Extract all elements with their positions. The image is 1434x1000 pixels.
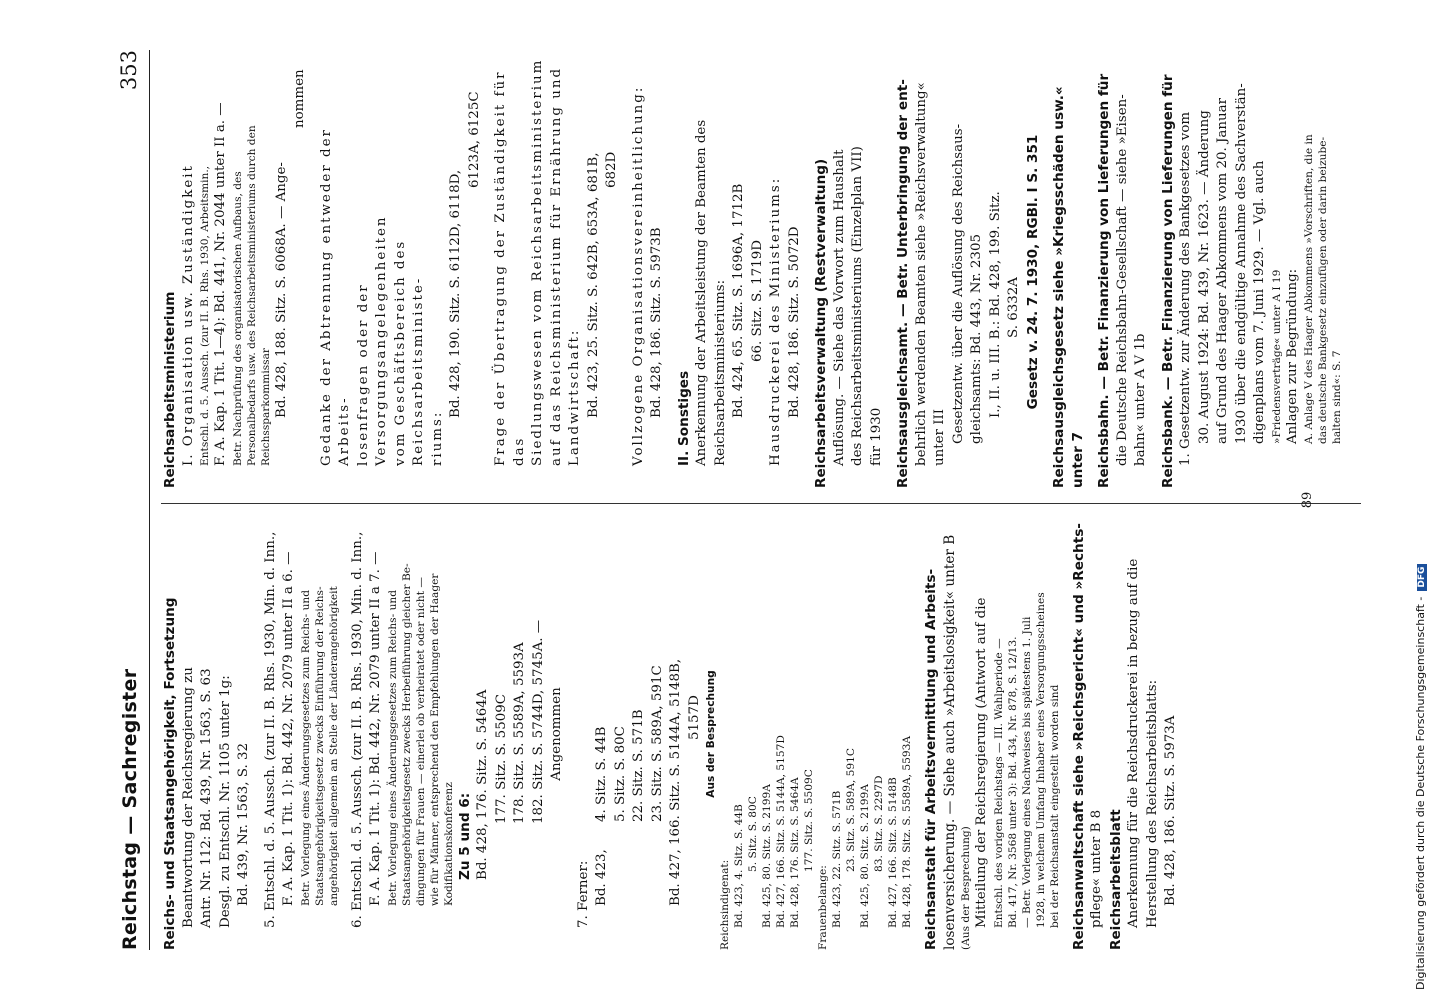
- running-title: Reichstag — Sachregister: [119, 668, 141, 950]
- reference-line: 682D: [604, 151, 619, 188]
- reference-line: 66. Sitz. S. 1719D: [749, 240, 765, 362]
- note-line: — Betr. Vorlegung eines Nachweises bis spätestens 1. Juli: [1020, 616, 1033, 928]
- note-line: Bd. 427, 166. Sitz. S. 5148B: [887, 777, 899, 928]
- note-line: bei der Reichsanstalt eingestellt worden sind: [1048, 684, 1061, 928]
- law-reference: Gesetz v. 24. 7. 1930, RGBl. I S. 351: [1024, 134, 1041, 410]
- note-line: Bd. 428, 176. Sitz. S. 5464A: [789, 777, 801, 928]
- note-line: Bd. 428, 178. Sitz. S. 5589A, 5593A: [901, 735, 913, 928]
- note-line: 23. Sitz. S. 589A, 591C: [845, 748, 857, 872]
- reference-line: Bd. 428, 176. Sitz. S. 5464A: [475, 689, 490, 880]
- note-line: Entschl. des vorigen Reichstags — III. Wahlperiode —: [992, 638, 1005, 928]
- reference-line: Bd. 423, 25. Sitz. S. 642B, 653A, 681B,: [585, 152, 601, 418]
- note-line: Kodifikationskonferenz: [442, 782, 455, 906]
- reference-value: 4. Sitz. S. 44B: [594, 726, 609, 822]
- note-line: »Friedensverträge« unter A I 19: [1270, 269, 1283, 444]
- text-line: losenversicherung. — Siehe auch »Arbeitslosigkeit« unter B: [941, 534, 958, 950]
- reference-line: S. 6332A: [1006, 277, 1021, 338]
- entry-heading: Reichs- und Staatsangehörigkeit, Fortsetzung: [162, 597, 178, 950]
- reference-line: 5. Sitz. S. 80C: [612, 726, 628, 822]
- reference-line: Bd. 428, 188. Sitz. S. 6068A. — Ange-: [273, 162, 289, 418]
- text-line: Anlagen zur Begründung:: [1284, 268, 1300, 444]
- text-line: Bd. 439, Nr. 1563, S. 32: [236, 743, 251, 906]
- note-line: Staatsangehörigkeitsgesetz zwecks Einführung der Reichs-: [313, 586, 326, 906]
- note-line: Bd. 417, Nr. 3568 unter 3): Bd. 434, Nr. 878, S. 12/13.: [1006, 636, 1019, 928]
- reference-line: 5157D: [686, 695, 702, 740]
- text-line: losenfragen oder der Versorgungsangelegenheiten: [355, 215, 389, 466]
- dfg-logo: DFG: [1417, 564, 1427, 591]
- text-line: Beantwortung der Reichsregierung zu: [180, 667, 196, 928]
- text-line: Gedanke der Abtrennung entweder der Arbeits-: [318, 128, 352, 466]
- reference-line: 6123A, 6125C: [466, 91, 482, 188]
- text-line: pflege« unter B 8: [1089, 809, 1104, 928]
- entry-heading: Reichsanstalt für Arbeitsvermittlung und Arbeits-: [923, 568, 939, 950]
- note-line: Entschl. d. 5. Aussch. (zur II. B. Rhs. 1930, Arbeitsmin.,: [199, 165, 211, 466]
- column-divider: [161, 503, 1361, 504]
- text-line: unter III: [932, 408, 947, 466]
- note-line: Staatsangehörigkeitsgesetz zwecks Herbeiführung gleicher Be-: [400, 563, 413, 906]
- text-line: riums:: [429, 410, 445, 466]
- text-line: Frage der Übertragung der Zuständigkeit für das: [493, 70, 527, 466]
- text-line: behrlich werdenden Beamten siehe »Reichsverwaltung«: [913, 82, 929, 466]
- reference-line: nommen: [292, 69, 307, 128]
- text-line: Reichsarbeitsministeriums:: [712, 279, 728, 466]
- note-line: Reichsindigenat:: [719, 859, 731, 950]
- entry-heading: Reichsanwaltschaft siehe »Reichsgericht« und »Rechts-: [1070, 523, 1087, 950]
- text-line: des Reichsarbeitsministeriums (Einzelplan VII): [850, 146, 865, 466]
- text-line: 1930 über die endgültige Annahme des Sachverstän-: [1233, 83, 1249, 444]
- note-line: Betr. Nachprüfung des organisatorischen Aufbaus, des: [231, 171, 244, 466]
- note-line: Bd. 425, 80. Sitz. S. 2199A: [859, 784, 871, 928]
- reference-line: I., II. u. III. B.: Bd. 428, 199. Sitz.: [987, 191, 1003, 418]
- page-header: [115, 50, 150, 950]
- entry-heading: Reichsarbeitsministerium: [162, 291, 178, 488]
- digitization-credit: [1414, 10, 1427, 990]
- text-line: 1. Gesetzentw. zur Änderung des Bankgesetzes vom: [1178, 111, 1193, 466]
- reference-volume: Bd. 423,: [594, 849, 609, 906]
- reference-line: 23. Sitz. S. 589A, 591C: [649, 665, 665, 822]
- text-line: Vollzogene Organisationsvereinheitlichung:: [630, 85, 646, 466]
- rotated-content: [105, 50, 1395, 950]
- text-line: auf das Reichsministerium für Ernährung und: [548, 66, 564, 466]
- text-line: Landwirtschaft:: [567, 328, 582, 466]
- text-line: Anerkennung der Arbeitsleistung der Beamten des: [694, 119, 709, 466]
- reference-line: Bd. 428, 186. Sitz. S. 5072D: [786, 226, 802, 418]
- note-line: A. Anlage V des Haager Abkommens »Vorschriften, die in: [1303, 134, 1315, 444]
- note-line: (Aus der Besprechung): [960, 826, 972, 950]
- note-line: Betr. Vorlegung eines Änderungsgesetzes zum Reichs- und: [299, 590, 312, 906]
- text-line: vom Geschäftsbereich des Reichsarbeitsministe-: [392, 239, 426, 466]
- reference-line: 22. Sitz. S. 571B: [631, 709, 646, 822]
- sub-heading: Aus der Besprechung: [705, 670, 717, 798]
- entry-heading: Reichsarbeitsverwaltung (Restverwaltung): [813, 158, 829, 488]
- text-line: 5. Entschl. d. 5. Aussch. (zur II. B. Rhs. 1930, Min. d. Inn.,: [262, 531, 278, 928]
- note-line: 1928, in welchem Umfang Inhaber eines Versorgungsscheines: [1034, 592, 1047, 928]
- reference-line: Angenommen: [549, 687, 564, 781]
- reference-row: [593, 518, 612, 950]
- note-line: 177. Sitz. S. 5509C: [803, 769, 815, 872]
- text-line: 7. Ferner:: [575, 860, 591, 928]
- text-line: Gesetzentw. über die Auflösung des Reichsaus-: [950, 123, 966, 444]
- text-line: Herstellung des Reichsarbeitsblatts:: [1144, 679, 1160, 928]
- text-line: Auflösung. — Siehe das Vorwort zum Haushalt: [831, 149, 847, 466]
- note-line: 5. Sitz. S. 80C: [747, 796, 759, 872]
- text-line: F. A. Kap. 1 Tit. 1): Bd. 442, Nr. 2079 unter II a 6. —: [281, 551, 296, 906]
- note-line: angehörigkeit allgemein an Stelle der Länderangehörigkeit: [327, 586, 340, 906]
- text-line: Desgl. zu Entschl. Nr. 1105 unter 1g:: [217, 675, 233, 928]
- text-line: für 1930: [868, 407, 884, 466]
- text-line: Anerkennung für die Reichsdruckerei in bezug auf die: [1126, 558, 1141, 928]
- note-line: Betr. Vorlegung eines Änderungsgesetzes zum Reichs- und: [386, 590, 399, 906]
- sub-heading: Zu 5 und 6:: [456, 792, 473, 880]
- section-heading: I. Organisation usw. Zuständigkeit: [180, 164, 196, 466]
- reference-line: Bd. 428, 186. Sitz. S. 5973B: [649, 227, 664, 418]
- reference-line: Bd. 427, 166. Sitz. S. 5144A, 5148B,: [668, 658, 683, 906]
- left-column: [161, 518, 1381, 950]
- note-line: Bd. 423, 4. Sitz. S. 44B: [733, 804, 745, 928]
- note-line: Bd. 425, 80. Sitz. S. 2199A: [761, 784, 773, 928]
- text-line: 30. August 1924: Bd. 439, Nr. 1623. — Änderung: [1196, 110, 1212, 444]
- text-line: Siedlungswesen vom Reichsarbeitsministerium: [530, 58, 545, 466]
- note-line: Personalbedarfs usw. des Reichsarbeitsministeriums durch den: [245, 125, 258, 466]
- text-line: F. A. Kap. 1 Tit. 1—4): Bd. 441, Nr. 2044 unter II a. —: [213, 102, 228, 466]
- note-line: Frauenbelange:: [817, 865, 829, 950]
- note-line: Bd. 427, 166. Sitz. S. 5144A, 5157D: [775, 735, 787, 928]
- text-line: bahn« unter A V 1b: [1133, 333, 1148, 466]
- note-line: dingungen für Frauen — einerlei ob verheiratet oder nicht —: [414, 577, 427, 906]
- entry-heading: Reichsarbeitsblatt: [1107, 809, 1124, 950]
- note-line: halten sind«: S. 7: [1331, 350, 1343, 444]
- reference-line: 178. Sitz. S. 5589A, 5593A: [512, 642, 527, 824]
- reference-line: 182. Sitz. S. 5744D, 5745A. —: [530, 619, 546, 824]
- reference-line: Bd. 428, 190. Sitz. S. 6112D, 6118D,: [448, 169, 463, 418]
- text-line: digenplans vom 7. Juni 1929. — Vgl. auch: [1252, 160, 1267, 444]
- sheet-number: 89: [1300, 491, 1315, 509]
- reference-line: Bd. 424, 65. Sitz. S. 1696A, 1712B: [731, 183, 746, 418]
- note-line: das deutsche Bankgesetz einzufügen oder darin beizube-: [1317, 136, 1329, 444]
- text-line: gleichsamts: Bd. 443, Nr. 2305: [969, 234, 984, 444]
- right-column: [161, 56, 1381, 488]
- credit-text: Digitalisierung gefördert durch die Deutsche Forschungsgemeinschaft -: [1414, 596, 1427, 990]
- reference-line: 177. Sitz. S. 5509C: [493, 693, 509, 824]
- text-line: Hausdruckerei des Ministeriums:: [768, 176, 783, 466]
- text-line: 6. Entschl. d. 5. Aussch. (zur II. B. Rhs. 1930, Min. d. Inn.,: [349, 531, 365, 928]
- entry-heading: Reichsbank. — Betr. Finanzierung von Lieferungen für: [1159, 74, 1176, 488]
- entry-heading: Reichsbahn. — Betr. Finanzierung von Lieferungen für: [1096, 73, 1112, 488]
- note-line: wie für Männer, entsprechend den Empfehlungen der Haager: [428, 573, 441, 906]
- note-line: Bd. 423, 22. Sitz. S. 571B: [831, 790, 843, 928]
- text-line: auf Grund des Haager Abkommens vom 20. Januar: [1215, 97, 1230, 444]
- page-number: 353: [117, 50, 141, 91]
- text-line: Mitteilung der Reichsregierung (Antwort auf die: [974, 597, 989, 928]
- note-line: Reichssparkommissar: [259, 348, 272, 466]
- entry-heading: Reichsausgleichsamt. — Betr. Unterbringung der ent-: [895, 79, 911, 488]
- text-line: die Deutsche Reichsbahn-Gesellschaft — siehe »Eisen-: [1114, 94, 1130, 466]
- note-line: 83. Sitz. S. 2297D: [873, 775, 885, 872]
- text-line: Antr. Nr. 112: Bd. 439, Nr. 1563, S. 63: [199, 668, 214, 928]
- reference-line: Bd. 428, 186. Sitz. S. 5973A: [1163, 715, 1178, 906]
- section-heading: II. Sonstiges: [675, 370, 692, 466]
- entry-heading: Reichsausgleichsgesetz siehe »Kriegsschäden usw.« unter 7: [1051, 86, 1086, 488]
- text-line: F. A. Kap. 1 Tit. 1): Bd. 442, Nr. 2079 unter II a 7. —: [368, 551, 383, 906]
